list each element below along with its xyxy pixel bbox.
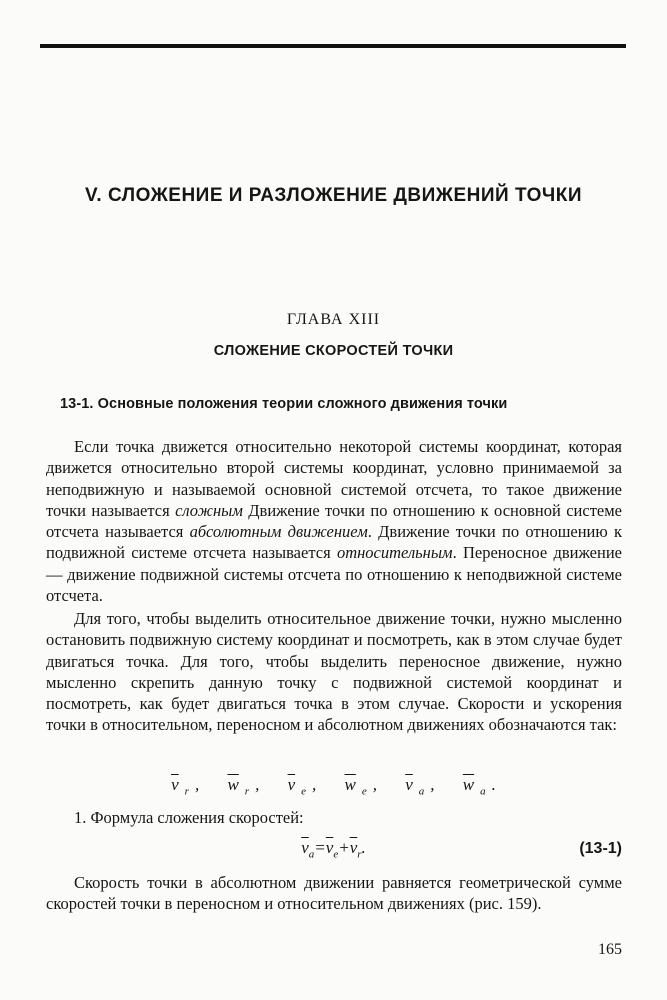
paragraph-text: . Движение точки по отношению к подвижной системе отсчета называется — [46, 522, 623, 563]
term-complex-motion: сложным — [175, 500, 243, 520]
term-relative-motion: относительным — [336, 543, 453, 563]
paragraph-conclusion: Скорость точки в абсолютном движении равняется геометрической сумме скоростей точки в переносном и относительном движениях (рис. 159). — [46, 873, 622, 914]
chapter-number: ГЛАВА XIII — [286, 311, 381, 328]
symbol-list — [0, 775, 667, 797]
formula-label: 1. Формула сложения скоростей: — [74, 808, 304, 827]
section-heading: 13-1. Основные положения теории сложного движения точки — [60, 396, 508, 412]
symbol-va: $\overline{v}$ $_a$ , — [405, 775, 435, 798]
formula-number: (13-1) — [579, 840, 622, 857]
page-number: 165 — [598, 941, 622, 958]
symbol-vr: $\overline{v}$ $_r$ , — [171, 775, 200, 798]
paragraph-method: Для того, чтобы выделить относительное движение точки, нужно мысленно остановить подвижную систему координат и посмотреть, как в этом случае будет двигаться точка. Для того, чтобы выделить переносное движение, нужно мысленно скрепить данную точку с подвижной системой координат и посмотреть, как будет двигаться точка в этом случае. Скорости и ускорения точки в относительном, переносном и абсолютном движениях обозначаются так: — [46, 609, 622, 735]
part-title: V. СЛОЖЕНИЕ И РАЗЛОЖЕНИЕ ДВИЖЕНИЙ ТОЧКИ — [85, 185, 582, 206]
top-rule — [40, 44, 626, 48]
paragraph-text: Движение точки по отношению к основной системе отсчета называется — [46, 500, 622, 542]
paragraph-text: . Переносное движение — движение подвижной системы отсчета по отношению к неподвижной системе отсчета. — [46, 543, 622, 606]
term-absolute-motion: абсолютным движением — [189, 522, 368, 542]
symbol-we: $\overline{w}$ $_e$ , — [344, 775, 377, 798]
paragraph-intro — [46, 436, 622, 606]
paragraph-text: Если точка движется относительно некоторой системы координат, которая движется относительно второй системы координат, условно принимаемой за неподвижную и называемой основной системой отсчета, то такое движение точки называется — [46, 437, 622, 520]
chapter-title: СЛОЖЕНИЕ СКОРОСТЕЙ ТОЧКИ — [213, 343, 454, 359]
symbol-wa: $\overline{w}$ $_a$ . — [462, 775, 496, 798]
symbol-wr: $\overline{w}$ $_r$ , — [227, 775, 260, 798]
symbol-ve: $\overline{v}$ $_e$ , — [287, 775, 317, 798]
velocity-addition-formula: $\overline{v}_a=\overline{v}_e+\overline{v}_r$. — [301, 838, 366, 861]
